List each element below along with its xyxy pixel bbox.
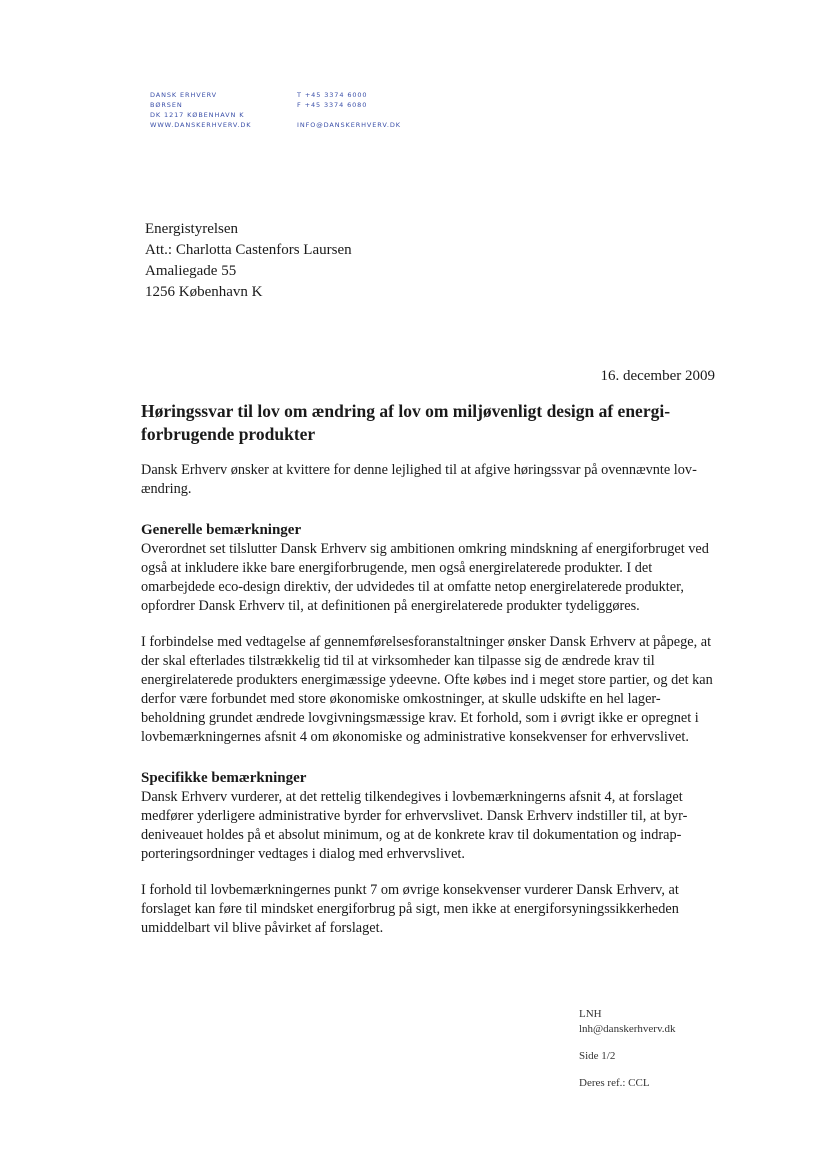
general-paragraph-2: I forbindelse med vedtagelse af gennemførelsesforanstaltninger ønsker Dansk Erhverv at påpege, at der skal efterlades tilstrækkelig tid til at virksomheder kan tilpasse sig de ændrede krav til energirelaterede produkters energimæssige ydeevne. Ofte købes ind i meget store partier, og det kan derfor være forbundet med store økonomiske omkostninger, at skulle udskifte en hel lager-beholdning grundet ændrede lovgivningsmæssige krav. Et forhold, som i øvrigt ikke er opregnet i lovbemærkningernes afsnit 4 om økonomiske og administrative konsekvenser for erhvervslivet. xyxy=(141,634,713,745)
recipient-name: Energistyrelsen xyxy=(145,221,239,237)
letter-title: Høringssvar til lov om ændring af lov om miljøvenligt design af energi-forbrugende produkter xyxy=(141,401,671,444)
general-paragraph-1: Overordnet set tilslutter Dansk Erhverv sig ambitionen omkring mindskning af energiforbruget ved også at inkludere ikke bare energiforbrugende, men også energirelaterede produkter. I det omarbejdede eco-design direktiv, der udvidedes til at omfatte netop energirelaterede produkter, opfordrer Dansk Erhverv til, at definitionen på energirelaterede produkter tydeliggøres. xyxy=(141,541,709,614)
letterhead-address xyxy=(150,90,251,130)
footer-initials: LNH xyxy=(579,1008,602,1020)
recipient-attention: Att.: Charlotta Castenfors Laursen xyxy=(145,242,352,258)
letter-footer xyxy=(579,1007,675,1091)
recipient-address xyxy=(145,219,352,303)
letter-date: 16. december 2009 xyxy=(600,368,715,384)
letterhead-org: DANSK ERHVERV xyxy=(150,91,218,99)
footer-email: lnh@danskerhverv.dk xyxy=(579,1023,676,1035)
letterhead-phone: T +45 3374 6000 xyxy=(297,91,368,99)
letterhead-fax: F +45 3374 6080 xyxy=(297,101,368,109)
specific-paragraph-1: Dansk Erhverv vurderer, at det rettelig tilkendegives i lovbemærkningerns afsnit 4, at forslaget medfører yderligere administrative byrder for erhvervslivet. Dansk Erhverv indstiller til, at byr-deniveauet holdes på et absolut minimum, og at de konkrete krav til dokumentation og indrap-porteringsordninger vedtages i dialog med erhvervslivet. xyxy=(141,789,688,862)
recipient-city: 1256 København K xyxy=(145,284,263,300)
letterhead-email: INFO@DANSKERHVERV.DK xyxy=(297,121,401,129)
letterhead-contact xyxy=(297,90,401,130)
specific-paragraph-2: I forhold til lovbemærkningernes punkt 7 om øvrige konsekvenser vurderer Dansk Erhverv, at forslaget kan føre til mindsket energiforbrug på sigt, men ikke at energiforsyningssikkerheden umiddelbart vil blive påvirket af forslaget. xyxy=(141,882,679,936)
letterhead-website: WWW.DANSKERHVERV.DK xyxy=(150,121,252,129)
recipient-street: Amaliegade 55 xyxy=(145,263,237,279)
section-heading-specific: Specifikke bemærkninger xyxy=(141,770,307,786)
letter-body xyxy=(141,400,716,955)
letterhead-city: DK 1217 KØBENHAVN K xyxy=(150,111,245,119)
intro-paragraph: Dansk Erhverv ønsker at kvittere for denne lejlighed til at afgive høringssvar på ovennævnte lov-ændring. xyxy=(141,462,697,497)
section-heading-general: Generelle bemærkninger xyxy=(141,522,302,538)
footer-reference: Deres ref.: CCL xyxy=(579,1077,650,1089)
footer-page-number: Side 1/2 xyxy=(579,1050,616,1062)
letterhead-building: BØRSEN xyxy=(150,101,183,109)
